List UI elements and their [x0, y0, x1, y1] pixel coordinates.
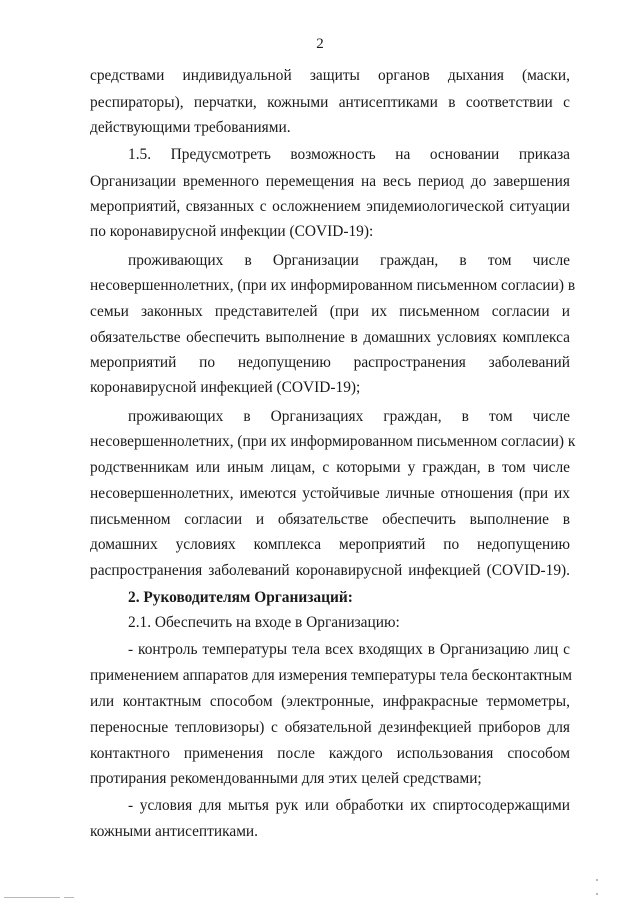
text-line: контактного применения после каждого использования способом — [90, 745, 570, 762]
text-line: несовершеннолетних, (при их информированном письменном согласии) к — [90, 433, 576, 450]
text-line: - условия для мытья рук или обработки их спиртосодержащими — [128, 797, 570, 814]
text-line: или контактным способом (электронные, инфракрасные термометры, — [90, 693, 570, 710]
text-line: действующими требованиями. — [90, 119, 291, 136]
text-line: коронавирусной инфекцией (COVID-19); — [90, 379, 361, 396]
section-heading: 2. Руководителям Организаций: — [128, 589, 353, 606]
text-line: несовершеннолетних, имеются устойчивые личные отношения (при их — [90, 485, 570, 502]
text-line: мероприятий, связанных с осложнением эпидемиологической ситуации — [90, 198, 570, 215]
text-line: родственникам или иным лицам, с которыми у граждан, в том числе — [90, 459, 570, 476]
text-line: проживающих в Организациях граждан, в том числе — [128, 408, 570, 425]
text-line: кожными антисептиками. — [90, 823, 259, 840]
text-line: переносные тепловизоры) с обязательной дезинфекцией приборов для — [90, 719, 570, 736]
text-line: мероприятий по недопущению распространения заболеваний — [90, 354, 570, 371]
text-line: проживающих в Организации граждан, в том числе — [128, 252, 570, 269]
text-line: домашних условиях комплекса мероприятий по недопущению — [90, 536, 570, 553]
text-line: респираторы), перчатки, кожными антисептиками в соответствии с — [90, 94, 570, 111]
text-line: средствами индивидуальной защиты органов дыхания (маски, — [90, 67, 570, 84]
text-line: 1.5. Предусмотреть возможность на основании приказа — [128, 146, 570, 163]
text-line: распространения заболеваний коронавирусной инфекцией (COVID-19). — [90, 562, 570, 579]
scan-artifact — [596, 893, 598, 895]
text-line: Организации временного перемещения на весь период до завершения — [90, 173, 570, 190]
text-line: 2.1. Обеспечить на входе в Организацию: — [128, 614, 400, 631]
text-line: протирания рекомендованными для этих целей средствами; — [90, 770, 482, 787]
scan-artifact — [596, 879, 598, 881]
text-line: письменном согласии и обязательстве обеспечить выполнение в — [90, 511, 570, 528]
scan-artifact — [4, 897, 60, 898]
scan-artifact — [64, 897, 74, 898]
page-number: 2 — [316, 36, 324, 52]
text-line: несовершеннолетних, (при их информированном письменном согласии) в — [90, 277, 576, 294]
text-line: применением аппаратов для измерения температуры тела бесконтактным — [90, 667, 572, 684]
text-line: - контроль температуры тела всех входящих в Организацию лиц с — [128, 641, 570, 658]
text-line: семьи законных представителей (при их письменном согласии и — [90, 303, 570, 320]
text-line: обязательстве обеспечить выполнение в домашних условиях комплекса — [90, 329, 570, 346]
text-line: по коронавирусной инфекции (COVID-19): — [90, 223, 374, 240]
